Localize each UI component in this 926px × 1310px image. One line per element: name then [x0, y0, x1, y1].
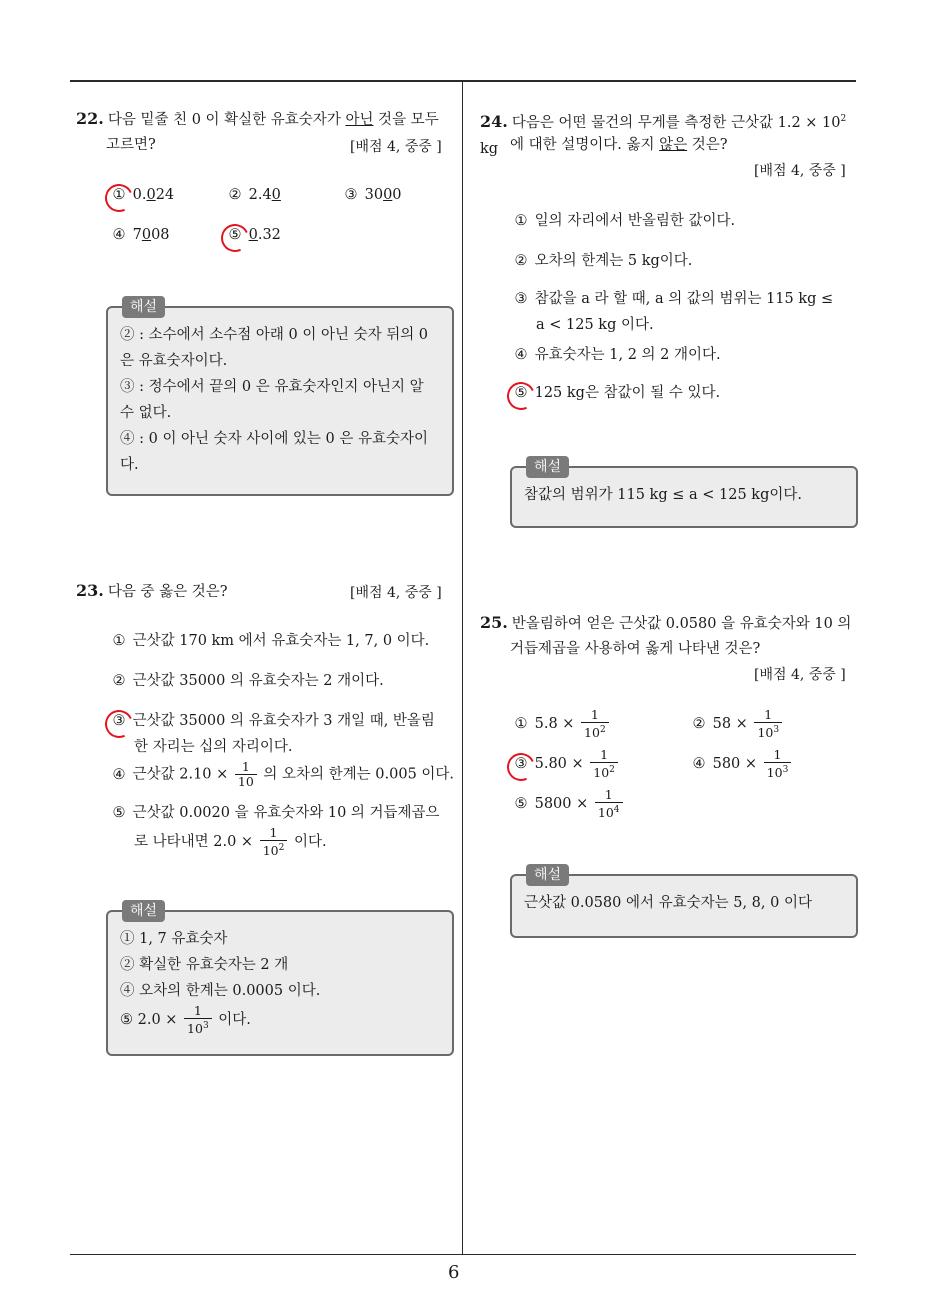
problem-23-stem: 23. 다음 중 옳은 것은? — [76, 581, 228, 600]
choice-3-line2: 한 자리는 십의 자리이다. — [134, 739, 293, 755]
fraction: $\frac{1}{10^2}$ — [581, 708, 609, 740]
score-label: [배점 4, 중중 ] — [754, 163, 846, 179]
choice-5[interactable]: ⑤ 125 kg은 참값이 될 수 있다. — [512, 380, 720, 406]
choice-3[interactable]: ③ 5.80 × $\frac{1}{10^2}$ — [512, 748, 620, 780]
choice-4[interactable]: ④ 유효숫자는 1, 2 의 2 개이다. — [514, 347, 721, 363]
choice-5[interactable]: ⑤ 근삿값 0.0020 을 유효숫자와 10 의 거듭제곱으 — [112, 805, 440, 821]
choice-2[interactable]: ② 58 × $\frac{1}{10^3}$ — [690, 708, 784, 740]
explanation-tag: 해설 — [526, 456, 569, 478]
choice-2[interactable]: ② 근삿값 35000 의 유효숫자는 2 개이다. — [112, 673, 384, 689]
choice-4[interactable]: ④ 근삿값 2.10 × $\frac{1}{10}$ 의 오차의 한계는 0.005 이다. — [112, 759, 455, 789]
explanation-line: ④ 오차의 한계는 0.0005 이다. — [120, 983, 321, 999]
problem-22-stem-line2: 고르면? — [106, 137, 156, 153]
choice-3[interactable]: ③ 근삿값 35000 의 유효숫자가 3 개일 때, 반올림 — [110, 708, 435, 734]
explanation-line: ③ : 정수에서 끝의 0 은 유효숫자인지 아닌지 알 — [120, 379, 424, 395]
explanation-line: ⑤ 2.0 × $\frac{1}{10^3}$ 이다. — [120, 1003, 251, 1037]
underlined-word: 아닌 — [345, 112, 374, 128]
problem-number: 22. — [76, 109, 104, 128]
explanation-tag: 해설 — [122, 900, 165, 922]
problem-number: 23. — [76, 581, 104, 600]
choice-1[interactable]: ① 0.024 — [110, 182, 174, 208]
choice-1[interactable]: ① 근삿값 170 km 에서 유효숫자는 1, 7, 0 이다. — [112, 633, 430, 649]
explanation-line: 근삿값 0.0580 에서 유효숫자는 5, 8, 0 이다 — [524, 895, 812, 911]
choice-2[interactable]: ② 오차의 한계는 5 kg이다. — [514, 253, 693, 269]
fraction: $\frac{1}{10^3}$ — [184, 1004, 212, 1036]
choice-4[interactable]: ④ 580 × $\frac{1}{10^3}$ — [690, 748, 793, 780]
explanation-box — [510, 867, 858, 938]
top-rule — [70, 80, 856, 82]
choice-5-line2: 로 나타내면 2.0 × $\frac{1}{10^2}$ 이다. — [134, 825, 327, 859]
bottom-rule — [70, 1254, 856, 1255]
explanation-box — [510, 459, 858, 528]
choice-1[interactable]: ① 5.8 × $\frac{1}{10^2}$ — [512, 708, 611, 740]
explanation-line: ① 1, 7 유효숫자 — [120, 931, 228, 947]
explanation-tag: 해설 — [526, 864, 569, 886]
explanation-line: ④ : 0 이 아닌 숫자 사이에 있는 0 은 유효숫자이 — [120, 431, 429, 447]
explanation-line: 은 유효숫자이다. — [120, 353, 228, 369]
fraction: $\frac{1}{10^2}$ — [590, 748, 618, 780]
choice-2[interactable]: ② 2.40 — [228, 187, 281, 203]
explanation-box — [106, 299, 454, 496]
choice-5[interactable]: ⑤ 5800 × $\frac{1}{10^4}$ — [512, 788, 625, 820]
fraction: $\frac{1}{10^3}$ — [764, 748, 792, 780]
explanation-line: 수 없다. — [120, 405, 172, 421]
fraction: $\frac{1}{10^2}$ — [260, 826, 288, 858]
fraction: $\frac{1}{10^4}$ — [595, 788, 623, 820]
choice-3[interactable]: ③ 3000 — [344, 187, 402, 203]
choice-3-line2: a < 125 kg 이다. — [536, 317, 654, 333]
choice-4[interactable]: ④ 7008 — [112, 227, 170, 243]
fraction: $\frac{1}{10^3}$ — [754, 708, 782, 740]
problem-24-stem-line2: 에 대한 설명이다. 옳지 않은 것은? — [510, 137, 728, 153]
score-label: [배점 4, 중중 ] — [350, 139, 442, 155]
problem-number: 24. — [480, 111, 508, 131]
problem-22-stem: 22. 다음 밑줄 친 0 이 확실한 유효숫자가 아닌 것을 모두 — [76, 109, 439, 128]
explanation-line: ② 확실한 유효숫자는 2 개 — [120, 957, 289, 973]
underlined-word: 않은 — [659, 137, 688, 153]
score-label: [배점 4, 중중 ] — [350, 585, 442, 601]
problem-24-stem: 24. 다음은 어떤 물건의 무게를 측정한 근삿값 $1.2 \times 10^2$ kg — [480, 111, 847, 157]
column-divider — [462, 82, 463, 1254]
score-label: [배점 4, 중중 ] — [754, 667, 846, 683]
problem-25-stem: 25. 반올림하여 얻은 근삿값 0.0580 을 유효숫자와 10 의 — [480, 613, 852, 632]
explanation-tag: 해설 — [122, 296, 165, 318]
problem-number: 25. — [480, 613, 508, 632]
explanation-line: 참값의 범위가 115 kg ≤ a < 125 kg이다. — [524, 487, 802, 503]
choice-3[interactable]: ③ 참값을 a 라 할 때, a 의 값의 범위는 115 kg ≤ — [514, 291, 834, 307]
choice-1[interactable]: ① 일의 자리에서 반올림한 값이다. — [514, 213, 736, 229]
problem-25-stem-line2: 거듭제곱을 사용하여 옳게 나타낸 것은? — [510, 641, 761, 657]
explanation-line: ② : 소수에서 소수점 아래 0 이 아닌 숫자 뒤의 0 — [120, 327, 429, 343]
page-number: 6 — [448, 1262, 460, 1283]
fraction: $\frac{1}{10}$ — [235, 760, 257, 789]
explanation-box — [106, 903, 454, 1056]
explanation-line: 다. — [120, 457, 139, 473]
choice-5[interactable]: ⑤ 0.32 — [226, 222, 281, 248]
